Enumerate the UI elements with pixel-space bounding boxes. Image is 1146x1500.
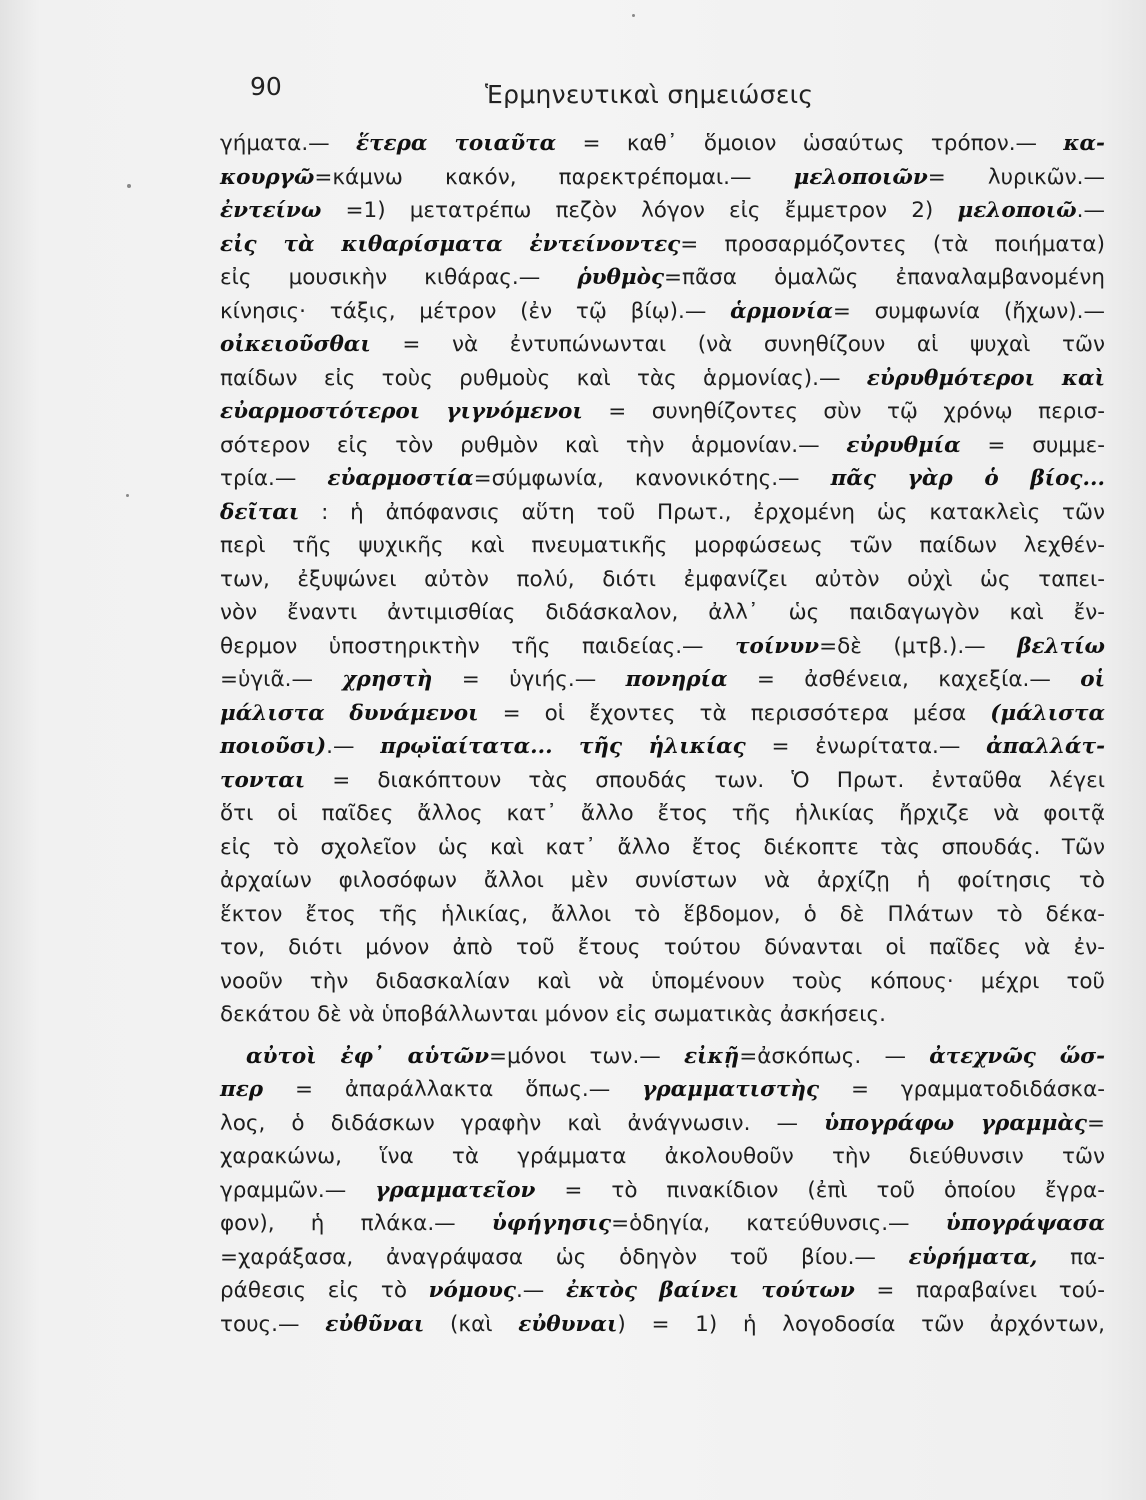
text-line: ράθεσις εἰς τὸ νόμους.— ἐκτὸς βαίνει τούτων = παραβαίνει τού- — [220, 1278, 1105, 1303]
lemma-term: ἀτεχνῶς ὥσ- — [929, 1043, 1105, 1069]
lemma-term: εἰκῇ — [683, 1043, 740, 1069]
lemma-term: εὐαρμοστότεροι γιγνόμενοι — [220, 399, 583, 424]
text-line: τους.— εὐθῦναι (καὶ εὐθυναι) = 1) ἡ λογοδοσία τῶν ἀρχόντων, — [220, 1311, 1105, 1337]
lemma-term: ἀπαλλάτ- — [986, 734, 1105, 759]
text-line: περ = ἀπαράλλακτα ὅπως.— γραμματιστὴς = γραμματοδιδάσκα- — [220, 1077, 1105, 1102]
lemma-term: ὑφήγησις — [491, 1211, 612, 1236]
lemma-term: ὑπογράφω γραμμὰς — [824, 1110, 1087, 1136]
lemma-term: κα- — [1063, 131, 1105, 156]
lemma-term: περ — [220, 1077, 264, 1102]
text-line: φον), ἡ πλάκα.— ὑφήγησις=ὁδηγία, κατεύθυνσις.— ὑπογράψασα — [220, 1211, 1106, 1236]
lemma-term: μάλιστα δυνάμενοι — [220, 700, 479, 726]
text-line: δεῖται : ἡ ἀπόφανσις αὕτη τοῦ Πρωτ., ἐρχομένη ὡς κατακλεὶς τῶν — [220, 499, 1105, 525]
lemma-term: τοίνυν — [735, 633, 820, 659]
text-line: εἰς μουσικὴν κιθάρας.— ῥυθμὸς=πᾶσα ὁμαλῶς ἐπαναλαμβανομένη — [220, 265, 1105, 290]
lemma-term: κουργῶ — [220, 164, 315, 190]
text-line: ποιοῦσι).— πρῳϊαίτατα... τῆς ἡλικίας = ἐνωρίτατα.— ἀπαλλάτ- — [220, 734, 1105, 759]
lemma-term: εὑρήματα, — [908, 1244, 1038, 1270]
lemma-term: αὐτοὶ ἐφ᾽ αὑτῶν — [246, 1043, 489, 1069]
lemma-term: (μάλιστα — [990, 700, 1105, 726]
text-line: κίνησις· τάξις, μέτρον (ἐν τῷ βίῳ).— ἁρμονία= συμφωνία (ἤχων).— — [220, 298, 1105, 324]
scan-speck — [127, 184, 131, 188]
text-line: των, ἐξυψώνει αὐτὸν πολύ, διότι ἐμφανίζει αὐτὸν οὐχὶ ὡς ταπει- — [220, 566, 1105, 592]
lemma-term: εὐθυναι — [518, 1311, 618, 1337]
text-line: εἰς τὸ σχολεῖον ὡς καὶ κατ᾽ ἄλλο ἔτος διέκοπτε τὰς σπουδάς. Τῶν — [220, 834, 1105, 860]
text-line: ἕκτον ἔτος τῆς ἡλικίας, ἄλλοι τὸ ἕβδομον, ὁ δὲ Πλάτων τὸ δέκα- — [220, 901, 1105, 927]
lemma-term: εὐαρμοστία — [327, 466, 474, 491]
lemma-term: μελοποιῶν — [793, 164, 928, 190]
text-line: αὐτοὶ ἐφ᾽ αὑτῶν=μόνοι των.— εἰκῇ=ἀσκόπως. — ἀτεχνῶς ὥσ- — [246, 1043, 1105, 1069]
text-line: σότερον εἰς τὸν ρυθμὸν καὶ τὴν ἁρμονίαν.— εὐρυθμία = συμμε- — [220, 432, 1105, 458]
text-line: τονται = διακόπτουν τὰς σπουδάς των. Ὁ Πρωτ. ἐνταῦθα λέγει — [220, 767, 1105, 793]
lemma-term: νόμους — [428, 1278, 516, 1303]
page-header — [0, 72, 1146, 112]
lemma-term: βελτίω — [1017, 633, 1105, 659]
lemma-term: ἁρμονία — [730, 298, 833, 324]
text-line: εἰς τὰ κιθαρίσματα ἐντείνοντες= προσαρμόζοντες (τὰ ποιήματα) — [220, 231, 1105, 257]
lemma-term: ἐντείνω — [220, 198, 322, 223]
text-line: θερμον ὑποστηρικτὴν τῆς παιδείας.— τοίνυν=δὲ (μτβ.).— βελτίω — [220, 633, 1105, 659]
lemma-term: πονηρία — [625, 667, 728, 692]
scan-speck — [632, 14, 635, 17]
text-line: =χαράξασα, ἀναγράψασα ὡς ὁδηγὸν τοῦ βίου.— εὑρήματα, πα- — [220, 1244, 1105, 1270]
lemma-term: ῥυθμὸς — [577, 265, 665, 290]
text-line: γήματα.— ἕτερα τοιαῦτα = καθ᾽ ὅμοιον ὡσαύτως τρόπον.— κα- — [220, 131, 1105, 156]
text-line: κουργῶ=κάμνω κακόν, παρεκτρέπομαι.— μελοποιῶν= λυρικῶν.— — [220, 164, 1105, 190]
text-line: λος, ὁ διδάσκων γραφὴν καὶ ἀνάγνωσιν. — ὑπογράφω γραμμὰς= — [220, 1110, 1105, 1136]
text-line: οἰκειοῦσθαι = νὰ ἐντυπώνωνται (νὰ συνηθίζουν αἱ ψυχαὶ τῶν — [220, 332, 1105, 357]
lemma-term: ἕτερα τοιαῦτα — [356, 131, 557, 156]
lemma-term: πρῳϊαίτατα... τῆς ἡλικίας — [380, 734, 746, 759]
paragraph-gap — [220, 1032, 1105, 1040]
text-line: τον, διότι μόνον ἀπὸ τοῦ ἔτους τούτου δύνανται οἱ παῖδες νὰ ἐν- — [220, 935, 1105, 960]
lemma-term: εἰς τὰ κιθαρίσματα ἐντείνοντες — [220, 231, 681, 257]
lemma-term: εὐρυθμότεροι καὶ — [866, 365, 1105, 391]
text-line: εὐαρμοστότεροι γιγνόμενοι = συνηθίζοντες σὺν τῷ χρόνῳ περισ- — [220, 399, 1105, 424]
text-line: =ὑγιᾶ.— χρηστὴ = ὑγιής.— πονηρία = ἀσθένεια, καχεξία.— οἱ — [220, 667, 1105, 692]
lemma-term: γραμματεῖον — [375, 1177, 536, 1203]
text-line: δεκάτου δὲ νὰ ὑποβάλλωνται μόνον εἰς σωματικὰς ἀσκήσεις. — [220, 1002, 886, 1027]
text-line: ἐντείνω =1) μετατρέπω πεζὸν λόγον εἰς ἔμμετρον 2) μελοποιῶ.— — [220, 198, 1105, 223]
text-line: παίδων εἰς τοὺς ρυθμοὺς καὶ τὰς ἁρμονίας).— εὐρυθμότεροι καὶ — [220, 365, 1105, 391]
lemma-term: δεῖται — [220, 499, 300, 525]
lemma-term: εὐθῦναι — [325, 1311, 425, 1337]
text-line: νοοῦν τὴν διδασκαλίαν καὶ νὰ ὑπομένουν τοὺς κόπους· μέχρι τοῦ — [220, 968, 1105, 994]
scan-speck — [126, 494, 129, 497]
lemma-term: γραμματιστὴς — [642, 1077, 820, 1102]
lemma-term: οἰκειοῦσθαι — [220, 332, 371, 357]
lemma-term: χρηστὴ — [342, 667, 433, 692]
text-line: μάλιστα δυνάμενοι = οἱ ἔχοντες τὰ περισσότερα μέσα (μάλιστα — [220, 700, 1105, 726]
lemma-term: πᾶς γὰρ ὁ βίος... — [830, 466, 1105, 491]
text-line: ὅτι οἱ παῖδες ἄλλος κατ᾽ ἄλλο ἔτος τῆς ἡλικίας ἤρχιζε νὰ φοιτᾷ — [220, 801, 1105, 826]
lemma-term: τονται — [220, 767, 306, 793]
page-number: 90 — [250, 72, 282, 101]
lemma-term: μελοποιῶ — [957, 198, 1077, 223]
lemma-term: εὐρυθμία — [846, 432, 961, 458]
text-line: νὸν ἔναντι ἀντιμισθίας διδάσκαλον, ἀλλ᾽ ὡς παιδαγωγὸν καὶ ἔν- — [220, 600, 1105, 625]
running-title: Ἑρμηνευτικαὶ σημειώσεις — [485, 80, 814, 109]
lemma-term: ἐκτὸς βαίνει τούτων — [565, 1278, 855, 1303]
text-line: χαρακώνω, ἵνα τὰ γράμματα ἀκολουθοῦν τὴν διεύθυνσιν τῶν — [220, 1144, 1105, 1169]
lemma-term: οἱ — [1080, 667, 1105, 692]
text-line: τρία.— εὐαρμοστία=σύμφωνία, κανονικότης.— πᾶς γὰρ ὁ βίος... — [220, 466, 1105, 491]
lemma-term: ποιοῦσι) — [220, 734, 327, 759]
lemma-term: ὑπογράψασα — [945, 1211, 1106, 1236]
text-line: γραμμῶν.— γραμματεῖον = τὸ πινακίδιον (ἐπὶ τοῦ ὁποίου ἔγρα- — [220, 1177, 1105, 1203]
commentary-body — [220, 127, 1105, 1341]
text-line: περὶ τῆς ψυχικῆς καὶ πνευματικῆς μορφώσεως τῶν παίδων λεχθέν- — [220, 533, 1105, 558]
text-line: ἀρχαίων φιλοσόφων ἄλλοι μὲν συνίστων νὰ ἀρχίζῃ ἡ φοίτησις τὸ — [220, 868, 1105, 893]
